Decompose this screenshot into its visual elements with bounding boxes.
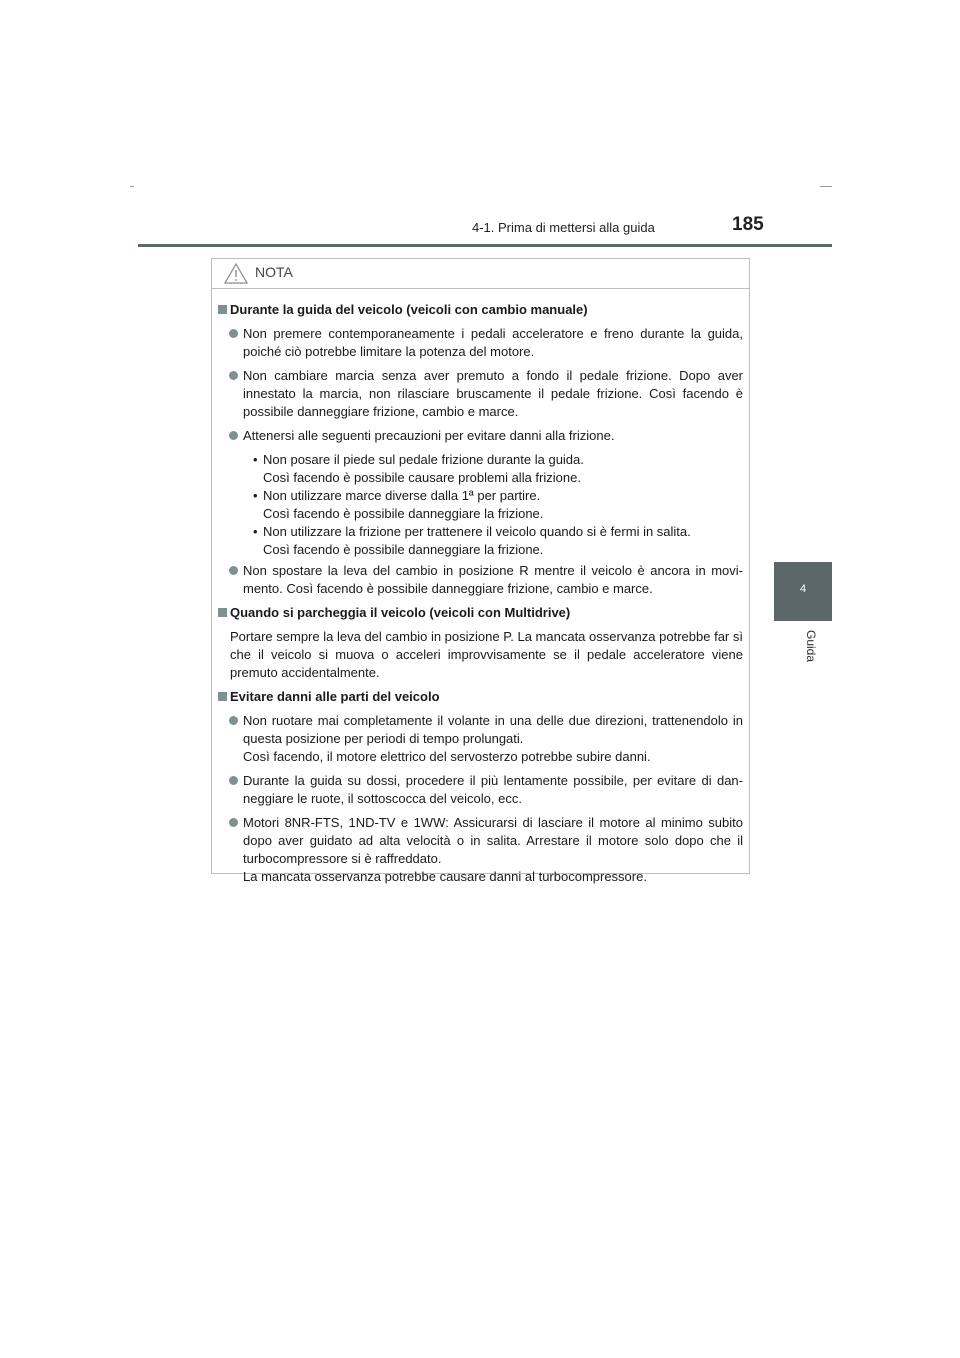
chapter-number: 4 xyxy=(799,583,807,595)
list-item: Non cambiare marcia senza aver premuto a fondo il pedale frizione. Dopo aver innestato la marcia, non rilasciare bruscamente il pedale frizione. Così facendo è possibile danneggiare frizione, cambio e marce. xyxy=(218,367,743,421)
circle-bullet-icon xyxy=(229,566,238,575)
list-item: Attenersi alle seguenti precauzioni per evitare danni alla frizione. xyxy=(218,427,743,445)
sub-list-item: • Non utilizzare la frizione per trattenere il veicolo quando si è fermi in salita. Così facendo è possibile danneggiare la frizione. xyxy=(253,524,691,557)
sub-list-item: • Non posare il piede sul pedale frizione durante la guida. Così facendo è possibile causare problemi alla frizione. xyxy=(253,452,584,485)
square-bullet-icon xyxy=(218,692,227,701)
section-title: 4-1. Prima di mettersi alla guida xyxy=(472,220,655,235)
warning-icon xyxy=(224,263,248,284)
chapter-label: Guida xyxy=(804,630,818,663)
paragraph: Portare sempre la leva del cambio in posizione P. La mancata osservanza potrebbe far sì che il veicolo si muova o acceleri improvvisamente se il pedale acceleratore viene premuto accidentalmente. xyxy=(230,629,743,680)
circle-bullet-icon xyxy=(229,371,238,380)
square-bullet-icon xyxy=(218,305,227,314)
sub-list-item: • Non utilizzare marce diverse dalla 1ª per partire. Così facendo è possibile danneggiare la frizione. xyxy=(253,488,544,521)
crop-mark-right xyxy=(820,186,832,187)
crop-mark-left xyxy=(130,186,134,187)
list-item: Motori 8NR-FTS, 1ND-TV e 1WW: Assicurarsi di lasciare il motore al minimo subito dopo aver guidato ad alta velocità o in salita. Arrestare il motore solo dopo che il turbocompressore si è raffreddato. La mancata osservanza potrebbe causare danni al turbocompressore. xyxy=(218,814,743,886)
page-number: 185 xyxy=(732,214,764,235)
circle-bullet-icon xyxy=(229,818,238,827)
section-heading: Quando si parcheggia il veicolo (veicoli con Multidrive) xyxy=(218,604,743,622)
list-item: Non ruotare mai completamente il volante in una delle due direzioni, trattenendolo in questa posizione per periodi di tempo prolungati. Così facendo, il motore elettrico del servosterzo potrebbe subire danni. xyxy=(218,712,743,766)
circle-bullet-icon xyxy=(229,329,238,338)
circle-bullet-icon xyxy=(229,776,238,785)
section-heading: Durante la guida del veicolo (veicoli con cambio manuale) xyxy=(218,301,743,319)
note-title: NOTA xyxy=(255,264,293,280)
note-body xyxy=(212,289,749,886)
circle-bullet-icon xyxy=(229,716,238,725)
list-item: Non premere contemporaneamente i pedali acceleratore e freno durante la guida, poiché ciò potrebbe limitare la potenza del motore. xyxy=(218,325,743,361)
chapter-tab xyxy=(774,562,832,621)
header-rule xyxy=(138,244,832,247)
section-heading: Evitare danni alle parti del veicolo xyxy=(218,688,743,706)
list-item: Non spostare la leva del cambio in posizione R mentre il veicolo è ancora in movi-mento. Così facendo è possibile danneggiare frizione, cambio e marce. xyxy=(218,562,743,598)
square-bullet-icon xyxy=(218,608,227,617)
note-box xyxy=(211,258,750,884)
circle-bullet-icon xyxy=(229,431,238,440)
list-item: Durante la guida su dossi, procedere il più lentamente possibile, per evitare di dan-neggiare le ruote, il sottoscocca del veicolo, ecc. xyxy=(218,772,743,808)
sub-list xyxy=(218,451,743,559)
note-header xyxy=(212,259,749,289)
